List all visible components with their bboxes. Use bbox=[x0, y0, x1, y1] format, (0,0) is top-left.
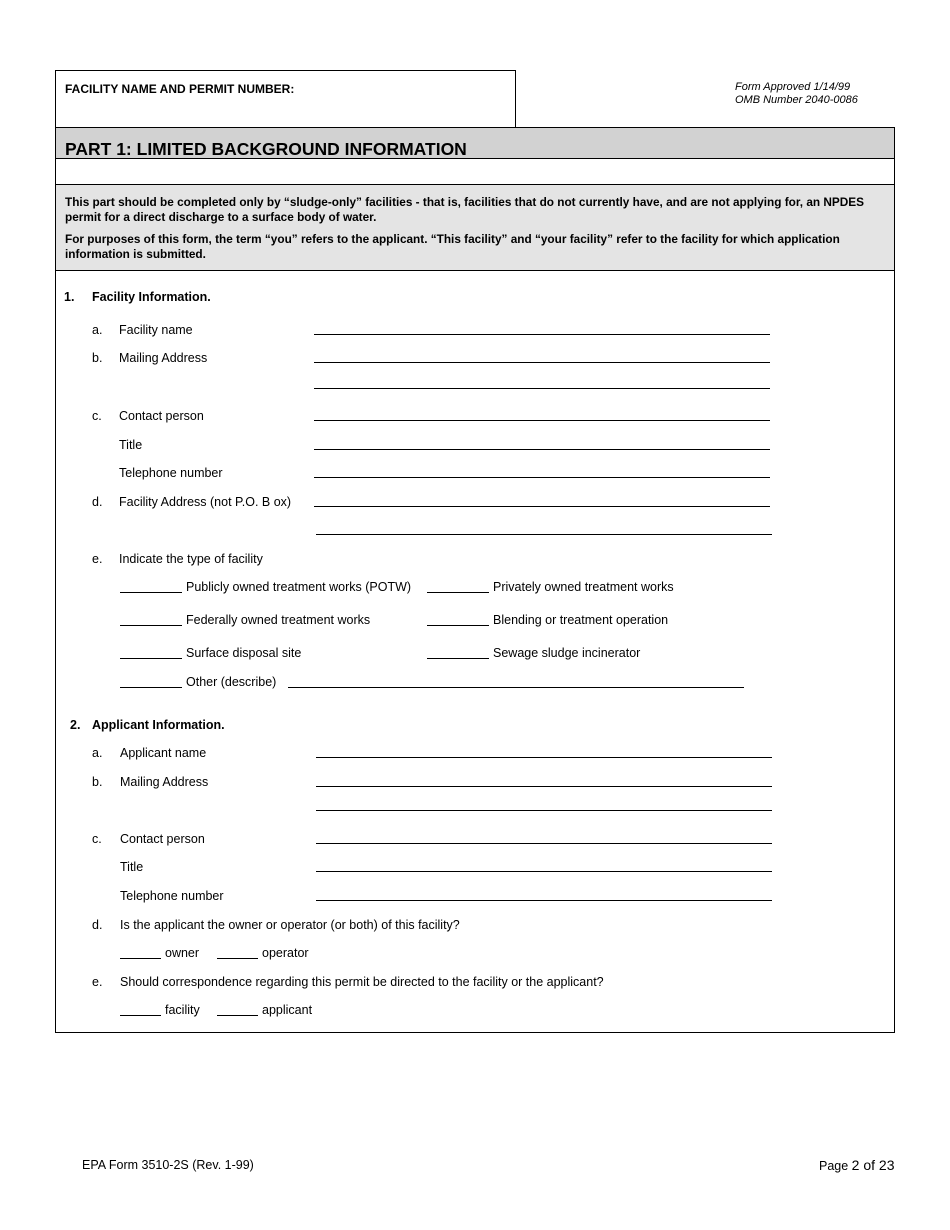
facility-contact-title-field[interactable] bbox=[314, 449, 770, 450]
facility-checkbox-blank[interactable] bbox=[120, 1015, 161, 1016]
applicant-contact-title-field[interactable] bbox=[316, 871, 772, 872]
blending-option-label: Blending or treatment operation bbox=[493, 613, 669, 627]
item-letter: a. bbox=[92, 323, 103, 337]
facility-name-label: Facility name bbox=[119, 323, 193, 337]
item-letter: c. bbox=[92, 409, 102, 423]
applicant-contact-title-label: Title bbox=[120, 860, 144, 874]
facility-telephone-label: Telephone number bbox=[119, 466, 223, 480]
owner-operator-question: Is the applicant the owner or operator (or both) of this facility? bbox=[120, 918, 460, 932]
other-option-label: Other (describe) bbox=[186, 675, 277, 689]
item-letter: e. bbox=[92, 975, 103, 989]
applicant-option-label: applicant bbox=[262, 1003, 313, 1017]
facility-contact-person-label: Contact person bbox=[119, 409, 204, 423]
facility-address-field-2[interactable] bbox=[316, 534, 772, 535]
section-2-number: 2. bbox=[70, 718, 81, 732]
section-1-number: 1. bbox=[64, 290, 75, 304]
part-title: PART 1: LIMITED BACKGROUND INFORMATION bbox=[65, 139, 467, 159]
surface-disposal-checkbox-blank[interactable] bbox=[120, 658, 182, 659]
blending-checkbox-blank[interactable] bbox=[427, 625, 489, 626]
item-letter: b. bbox=[92, 775, 103, 789]
private-works-checkbox-blank[interactable] bbox=[427, 592, 489, 593]
facility-mailing-address-field-1[interactable] bbox=[314, 362, 770, 363]
other-checkbox-blank[interactable] bbox=[120, 687, 182, 688]
applicant-mailing-address-field-2[interactable] bbox=[316, 810, 772, 811]
spacer-row bbox=[56, 159, 894, 185]
applicant-checkbox-blank[interactable] bbox=[217, 1015, 258, 1016]
applicant-telephone-label: Telephone number bbox=[120, 889, 224, 903]
instructions-paragraph-2: For purposes of this form, the term “you” refers to the applicant. “This facility” and “your facility” refer to the facility for which application information is submitted. bbox=[65, 232, 840, 261]
correspondence-question: Should correspondence regarding this permit be directed to the facility or the applicant? bbox=[120, 975, 604, 989]
page-prefix: Page bbox=[819, 1159, 852, 1173]
potw-checkbox-blank[interactable] bbox=[120, 592, 182, 593]
applicant-mailing-address-label: Mailing Address bbox=[120, 775, 209, 789]
item-letter: b. bbox=[92, 351, 103, 365]
facility-contact-person-field[interactable] bbox=[314, 420, 770, 421]
applicant-name-field[interactable] bbox=[316, 757, 772, 758]
incinerator-option-label: Sewage sludge incinerator bbox=[493, 646, 641, 660]
owner-checkbox-blank[interactable] bbox=[120, 958, 161, 959]
instructions-band bbox=[56, 185, 894, 271]
applicant-contact-person-field[interactable] bbox=[316, 843, 772, 844]
other-describe-field[interactable] bbox=[288, 687, 744, 688]
facility-type-label: Indicate the type of facility bbox=[119, 552, 263, 566]
applicant-mailing-address-field-1[interactable] bbox=[316, 786, 772, 787]
form-identifier: EPA Form 3510-2S (Rev. 1-99) bbox=[82, 1158, 254, 1172]
federal-works-option-label: Federally owned treatment works bbox=[186, 613, 371, 627]
section-2-title: Applicant Information. bbox=[92, 718, 225, 732]
facility-name-field[interactable] bbox=[314, 334, 770, 335]
facility-mailing-address-label: Mailing Address bbox=[119, 351, 208, 365]
facility-mailing-address-field-2[interactable] bbox=[314, 388, 770, 389]
applicant-telephone-field[interactable] bbox=[316, 900, 772, 901]
surface-disposal-option-label: Surface disposal site bbox=[186, 646, 302, 660]
omb-number: OMB Number 2040-0086 bbox=[735, 94, 858, 106]
facility-contact-title-label: Title bbox=[119, 438, 143, 452]
facility-name-permit-box bbox=[55, 70, 516, 128]
potw-option-label: Publicly owned treatment works (POTW) bbox=[186, 580, 412, 594]
facility-address-label: Facility Address (not P.O. B ox) bbox=[119, 495, 292, 509]
item-letter: d. bbox=[92, 918, 103, 932]
applicant-contact-person-label: Contact person bbox=[120, 832, 205, 846]
item-letter: a. bbox=[92, 746, 103, 760]
page-total: of 23 bbox=[859, 1157, 895, 1173]
page-indicator bbox=[819, 1157, 895, 1173]
facility-telephone-field[interactable] bbox=[314, 477, 770, 478]
item-letter: e. bbox=[92, 552, 103, 566]
operator-option-label: operator bbox=[262, 946, 309, 960]
item-letter: d. bbox=[92, 495, 103, 509]
applicant-name-label: Applicant name bbox=[120, 746, 207, 760]
incinerator-checkbox-blank[interactable] bbox=[427, 658, 489, 659]
instructions-paragraph-1: This part should be completed only by “sludge-only” facilities - that is, facilities that do not currently have, and are not applying for, an NPDES permit for a direct discharge to a surface body of water. bbox=[65, 195, 865, 224]
page-number: 2 bbox=[851, 1157, 860, 1173]
facility-name-permit-label: FACILITY NAME AND PERMIT NUMBER: bbox=[65, 82, 295, 96]
federal-works-checkbox-blank[interactable] bbox=[120, 625, 182, 626]
facility-address-field-1[interactable] bbox=[314, 506, 770, 507]
facility-option-label: facility bbox=[165, 1003, 200, 1017]
private-works-option-label: Privately owned treatment works bbox=[493, 580, 674, 594]
owner-option-label: owner bbox=[165, 946, 200, 960]
section-1-title: Facility Information. bbox=[92, 290, 211, 304]
form-approved-date: Form Approved 1/14/99 bbox=[735, 81, 851, 93]
operator-checkbox-blank[interactable] bbox=[217, 958, 258, 959]
part-title-band bbox=[56, 128, 894, 159]
omb-approval-block bbox=[735, 81, 858, 107]
item-letter: c. bbox=[92, 832, 102, 846]
